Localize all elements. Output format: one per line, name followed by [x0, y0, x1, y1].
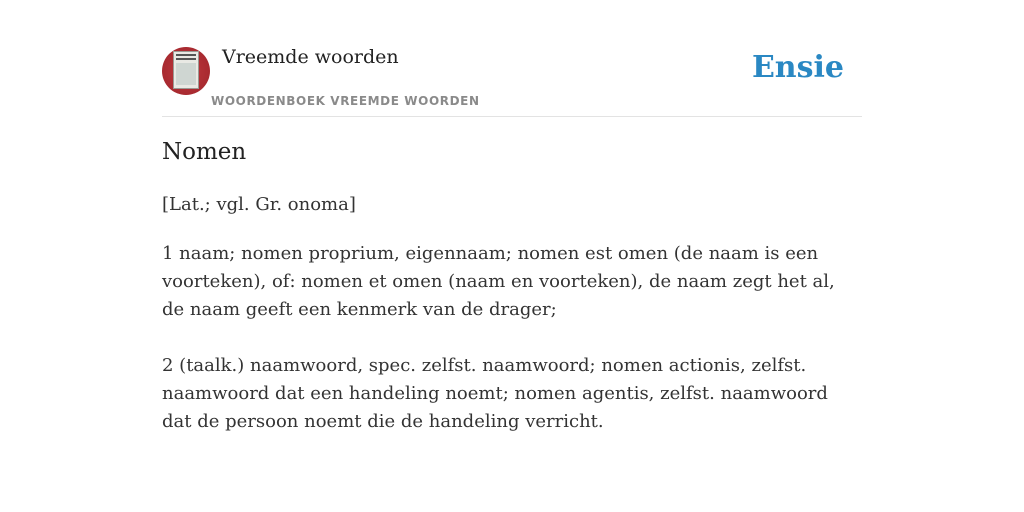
book-cover-logo-icon[interactable]	[162, 47, 210, 95]
entry-definitions	[162, 240, 862, 436]
definition-2: 2 (taalk.) naamwoord, spec. zelfst. naamwoord; nomen actionis, zelfst. naamwoord dat een handeling noemt; nomen agentis, zelfst. naamwoord dat de persoon noemt die de handeling verricht.	[162, 355, 828, 432]
dictionary-subtitle: WOORDENBOEK VREEMDE WOORDEN	[211, 94, 480, 108]
book-cover	[173, 51, 199, 89]
entry-title: Nomen	[162, 139, 247, 165]
dictionary-name[interactable]: Vreemde woorden	[222, 46, 399, 68]
definition-1: 1 naam; nomen proprium, eigennaam; nomen est omen (de naam is een voorteken), of: nomen et omen (naam en voorteken), de naam zegt het al, de naam geeft een kenmerk van de drager;	[162, 243, 835, 320]
header	[162, 44, 862, 117]
brand-logo[interactable]: Ensie	[751, 50, 844, 85]
entry-etymology: [Lat.; vgl. Gr. onoma]	[162, 194, 356, 215]
